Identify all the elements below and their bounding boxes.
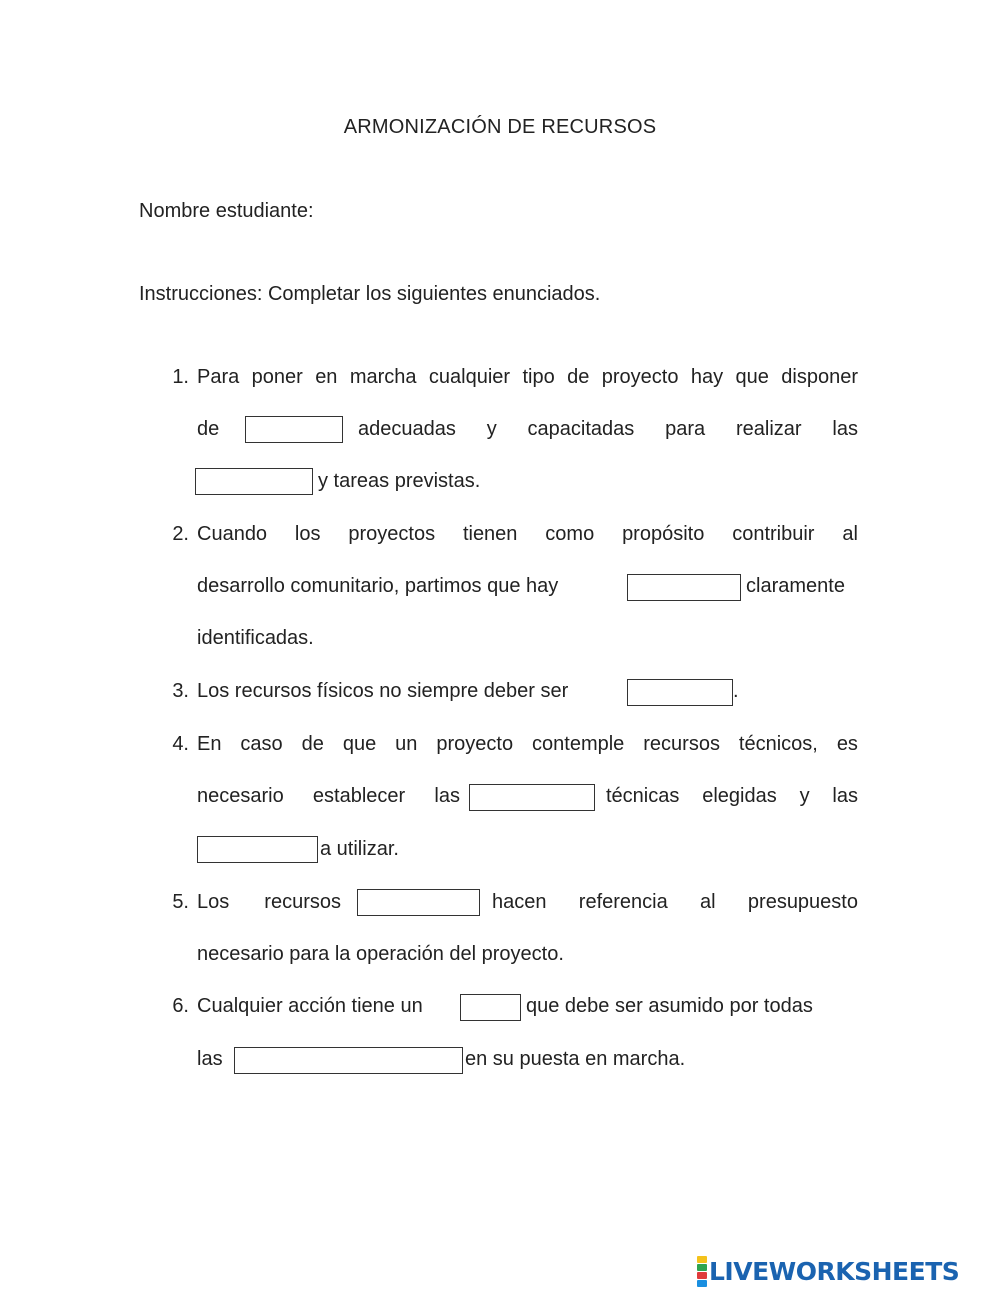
word: necesario	[197, 785, 284, 807]
word: que	[735, 366, 769, 388]
item-2-line-2-before: desarrollo comunitario, partimos que hay	[197, 575, 559, 597]
word: y	[799, 785, 810, 807]
item-3-line-1-before: Los recursos físicos no siempre deber ser	[197, 680, 569, 702]
word: las	[832, 418, 858, 440]
word: recursos	[643, 733, 720, 755]
item-5-number: 5.	[172, 891, 189, 913]
word: poner	[251, 366, 303, 388]
item-5-blank-1[interactable]	[357, 889, 480, 916]
word: Para	[197, 366, 240, 388]
item-4-line-2-after	[606, 781, 858, 811]
word: establecer	[312, 785, 406, 807]
word: contemple	[532, 733, 625, 755]
item-6-line-1-before: Cualquier acción tiene un	[197, 995, 423, 1017]
word: En	[197, 733, 222, 755]
item-5-line-1-before	[197, 887, 341, 917]
word: disponer	[781, 366, 858, 388]
word: hay	[690, 366, 724, 388]
item-1-blank-1[interactable]	[245, 416, 343, 443]
item-5-line-2: necesario para la operación del proyecto.	[197, 943, 564, 965]
item-4-line-3: a utilizar.	[320, 838, 399, 860]
word: capacitadas	[527, 418, 635, 440]
word: un	[395, 733, 418, 755]
word: recursos	[264, 891, 341, 913]
word: es	[836, 733, 858, 755]
word: al	[700, 891, 716, 913]
word: tienen	[462, 523, 518, 545]
word: de	[567, 366, 590, 388]
word: las	[832, 785, 858, 807]
word: referencia	[578, 891, 668, 913]
item-6-line-1-after: que debe ser asumido por todas	[526, 995, 813, 1017]
item-1-line-2-rest	[358, 414, 858, 444]
word: marcha	[349, 366, 417, 388]
item-6-line-2-after: en su puesta en marcha.	[465, 1048, 686, 1070]
item-1-line-3: y tareas previstas.	[318, 470, 481, 492]
liveworksheets-logo	[697, 1256, 959, 1286]
student-name-label: Nombre estudiante:	[139, 200, 314, 222]
item-2-number: 2.	[172, 523, 189, 545]
word: que	[342, 733, 377, 755]
word: caso	[240, 733, 283, 755]
word: al	[842, 523, 858, 545]
item-1-blank-2[interactable]	[195, 468, 313, 495]
item-4-number: 4.	[172, 733, 189, 755]
item-4-line-1	[197, 729, 858, 759]
item-3-blank-1[interactable]	[627, 679, 733, 706]
word: Los	[197, 891, 230, 913]
item-6-line-2-prefix: las	[197, 1048, 223, 1070]
word: los	[294, 523, 321, 545]
item-3-number: 3.	[172, 680, 189, 702]
word: cualquier	[428, 366, 511, 388]
page-title: ARMONIZACIÓN DE RECURSOS	[343, 116, 657, 138]
item-2-line-2-after: claramente	[746, 575, 845, 597]
word: Cuando	[197, 523, 268, 545]
brand-name: LIVEWORKSHEETS	[709, 1256, 960, 1286]
word: adecuadas	[358, 418, 456, 440]
item-2-line-1	[197, 519, 858, 549]
word: propósito	[622, 523, 705, 545]
word: y	[486, 418, 497, 440]
item-1-line-2-prefix: de	[197, 418, 220, 440]
word: en	[315, 366, 338, 388]
item-3-line-1-after: .	[733, 680, 739, 702]
instructions-text: Instrucciones: Completar los siguientes enunciados.	[139, 283, 601, 305]
word: proyectos	[348, 523, 436, 545]
word: realizar	[735, 418, 802, 440]
item-6-blank-2[interactable]	[234, 1047, 463, 1074]
word: de	[301, 733, 324, 755]
word: tipo	[522, 366, 555, 388]
logo-blocks-icon	[697, 1256, 707, 1287]
item-2-line-3: identificadas.	[197, 627, 314, 649]
item-1-number: 1.	[172, 366, 189, 388]
item-4-line-2-before	[197, 781, 460, 811]
word: hacen	[492, 891, 547, 913]
word: elegidas	[702, 785, 777, 807]
item-4-blank-1[interactable]	[469, 784, 595, 811]
item-2-blank-1[interactable]	[627, 574, 741, 601]
word: para	[665, 418, 706, 440]
word: técnicas	[606, 785, 680, 807]
word: proyecto	[436, 733, 514, 755]
word: proyecto	[601, 366, 679, 388]
word: contribuir	[732, 523, 815, 545]
item-6-blank-1[interactable]	[460, 994, 521, 1021]
word: técnicos,	[738, 733, 818, 755]
item-6-number: 6.	[172, 995, 189, 1017]
item-1-line-1	[197, 362, 858, 392]
word: las	[434, 785, 460, 807]
word: presupuesto	[747, 891, 858, 913]
item-4-blank-2[interactable]	[197, 836, 318, 863]
item-5-line-1-after	[492, 887, 858, 917]
word: como	[545, 523, 595, 545]
